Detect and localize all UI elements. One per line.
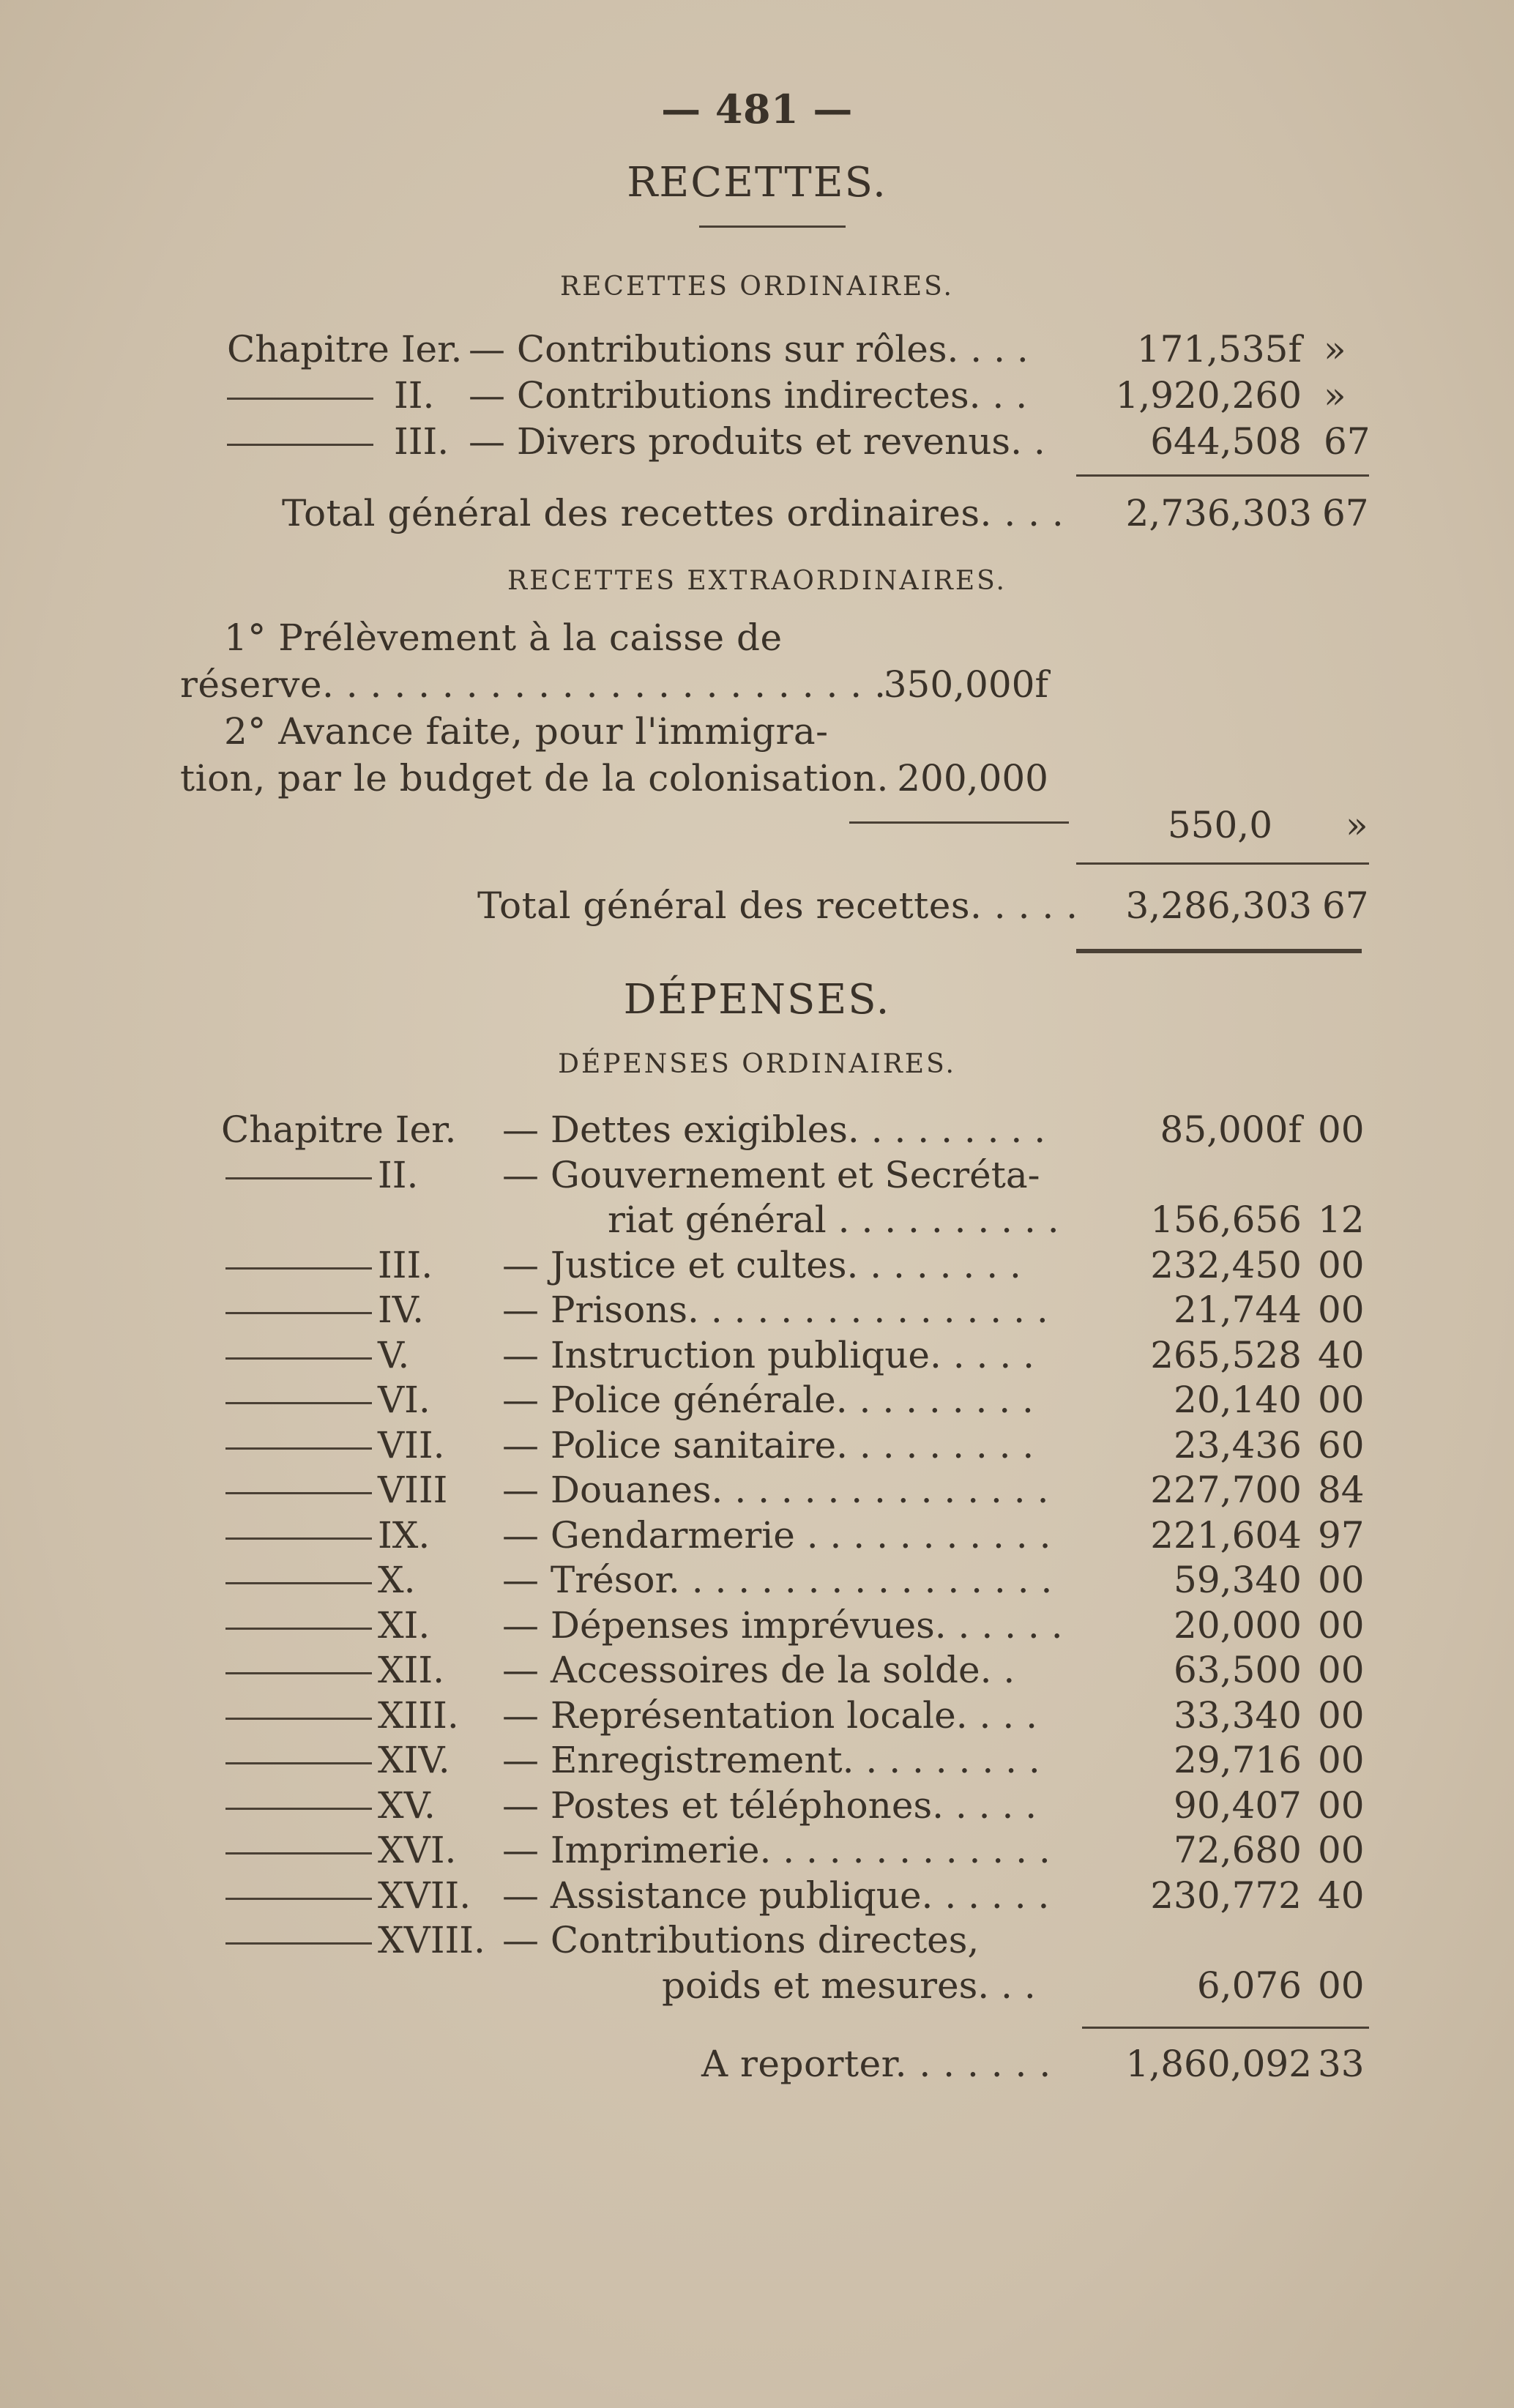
ditto-dash: [225, 1177, 372, 1179]
ditto-dash: [225, 1808, 372, 1810]
depenses-row-cents: 00: [1318, 1244, 1365, 1286]
recettes-title: RECETTES.: [627, 159, 887, 206]
depenses-row-prefix: IX.: [378, 1514, 430, 1557]
depenses-row-label: — Police sanitaire. . . . . . . . .: [502, 1424, 1034, 1466]
depenses-row-cents: 00: [1318, 1784, 1365, 1827]
report-amount: 1,860,092: [1125, 2043, 1312, 2085]
depenses-row-cents: 60: [1318, 1424, 1365, 1466]
extra-2-line2: tion, par le budget de la colonisation.: [180, 757, 889, 799]
ditto-dash: [225, 1492, 372, 1494]
depenses-row-amount: 232,450: [1150, 1244, 1302, 1286]
extra-rule: [849, 821, 1069, 824]
depenses-row-label-continued: poids et mesures. . .: [662, 1964, 1036, 2007]
ditto-dash: [225, 1898, 372, 1900]
total-double-rule: [1076, 949, 1362, 953]
recettes-row-cents: »: [1324, 374, 1346, 417]
depenses-row-amount: 20,140: [1174, 1379, 1302, 1421]
extra-1-amount: 350,000f: [883, 663, 1048, 706]
recettes-row-prefix: Chapitre Ier.: [227, 328, 463, 370]
ditto-dash: [225, 1312, 372, 1314]
ditto-dash: [225, 1942, 372, 1945]
depenses-row-cents: 40: [1318, 1334, 1365, 1376]
depenses-row-prefix: IV.: [378, 1289, 425, 1331]
ditto-dash: [225, 1672, 372, 1674]
depenses-row-label: — Accessoires de la solde. .: [502, 1649, 1015, 1691]
title-rule: [699, 225, 846, 228]
depenses-row-label: — Représentation locale. . . .: [502, 1694, 1038, 1737]
depenses-row-amount: 221,604: [1150, 1514, 1302, 1557]
recettes-row-label: — Contributions indirectes. . .: [469, 374, 1028, 417]
depenses-row-label: — Dettes exigibles. . . . . . . . .: [502, 1108, 1046, 1151]
depenses-row-label: — Douanes. . . . . . . . . . . . . . .: [502, 1469, 1049, 1511]
depenses-row-prefix: XIV.: [378, 1739, 450, 1781]
depenses-row-amount: 23,436: [1174, 1424, 1302, 1466]
depenses-row-label-continued: riat général . . . . . . . . . .: [608, 1199, 1059, 1241]
depenses-row-amount: 33,340: [1174, 1694, 1302, 1737]
total-ordinaires-amount: 2,736,303: [1125, 492, 1312, 534]
depenses-row-label: — Gendarmerie . . . . . . . . . . .: [502, 1514, 1051, 1557]
depenses-row-prefix: Chapitre Ier.: [221, 1108, 457, 1151]
depenses-title: DÉPENSES.: [623, 976, 891, 1024]
depenses-row-cents: 00: [1318, 1289, 1365, 1331]
depenses-row-cents: 84: [1318, 1469, 1365, 1511]
depenses-row-label: — Imprimerie. . . . . . . . . . . . .: [502, 1829, 1051, 1871]
depenses-row-label: — Contributions directes,: [502, 1919, 980, 1961]
recettes-row-prefix: III.: [394, 420, 450, 463]
ditto-dash: [225, 1852, 372, 1855]
depenses-row-prefix: X.: [378, 1559, 416, 1601]
recettes-row-cents: 67: [1324, 420, 1371, 463]
recettes-row-amount: 171,535f: [1136, 328, 1302, 370]
ditto-dash: [225, 1447, 372, 1450]
depenses-row-cents: 00: [1318, 1604, 1365, 1647]
depenses-row-prefix: XV.: [378, 1784, 436, 1827]
depenses-row-amount: 85,000f: [1160, 1108, 1302, 1151]
depenses-row-cents: 00: [1318, 1829, 1365, 1871]
depenses-row-amount: 59,340: [1174, 1559, 1302, 1601]
depenses-row-prefix: VII.: [378, 1424, 445, 1466]
depenses-row-amount: 230,772: [1150, 1874, 1302, 1917]
recettes-row-label: — Divers produits et revenus. .: [469, 420, 1045, 463]
total-general-cents: 67: [1322, 884, 1369, 927]
depenses-row-prefix: XVIII.: [378, 1919, 485, 1961]
extra-1-line2: réserve. . . . . . . . . . . . . . . . . . . . . . . .: [180, 663, 887, 706]
recettes-extraordinaires-heading: RECETTES EXTRAORDINAIRES.: [507, 566, 1007, 596]
depenses-row-label: — Dépenses imprévues. . . . . .: [502, 1604, 1063, 1647]
depenses-row-amount: 156,656: [1150, 1199, 1302, 1241]
depenses-row-prefix: XII.: [378, 1649, 444, 1691]
depenses-row-cents: 00: [1318, 1964, 1365, 2007]
depenses-row-amount: 6,076: [1196, 1964, 1302, 2007]
depenses-row-amount: 227,700: [1150, 1469, 1302, 1511]
total-rule: [1076, 862, 1369, 865]
depenses-row-cents: 00: [1318, 1694, 1365, 1737]
recettes-row-amount: 644,508: [1150, 420, 1302, 463]
depenses-row-label: — Prisons. . . . . . . . . . . . . . . .: [502, 1289, 1048, 1331]
ditto-dash: [227, 444, 373, 446]
depenses-row-amount: 265,528: [1150, 1334, 1302, 1376]
depenses-row-label: — Enregistrement. . . . . . . . .: [502, 1739, 1040, 1781]
depenses-row-cents: 97: [1318, 1514, 1365, 1557]
ditto-dash: [225, 1582, 372, 1584]
recettes-row-prefix: II.: [394, 374, 435, 417]
depenses-row-label: — Instruction publique. . . . .: [502, 1334, 1035, 1376]
ditto-dash: [225, 1762, 372, 1764]
extra-2-line1: 2° Avance faite, pour l'immigra-: [224, 710, 829, 753]
ditto-dash: [225, 1537, 372, 1540]
depenses-row-prefix: XIII.: [378, 1694, 459, 1737]
page-number: — 481 —: [661, 86, 853, 133]
recettes-ordinaires-heading: RECETTES ORDINAIRES.: [560, 272, 954, 302]
depenses-row-cents: 00: [1318, 1108, 1365, 1151]
depenses-row-cents: 12: [1318, 1199, 1365, 1241]
extra-2-amount: 200,000: [897, 757, 1048, 799]
depenses-row-label: — Assistance publique. . . . . .: [502, 1874, 1050, 1917]
depenses-row-prefix: XVII.: [378, 1874, 471, 1917]
recettes-row-amount: 1,920,260: [1115, 374, 1302, 417]
ditto-dash: [225, 1267, 372, 1270]
depenses-row-amount: 21,744: [1174, 1289, 1302, 1331]
depenses-row-prefix: V.: [378, 1334, 410, 1376]
depenses-row-prefix: XI.: [378, 1604, 430, 1647]
depenses-row-cents: 00: [1318, 1559, 1365, 1601]
depenses-row-amount: 20,000: [1174, 1604, 1302, 1647]
subtotal-rule: [1076, 474, 1369, 477]
extra-1-line1: 1° Prélèvement à la caisse de: [224, 616, 783, 659]
depenses-row-label: — Police générale. . . . . . . . .: [502, 1379, 1034, 1421]
depenses-row-prefix: XVI.: [378, 1829, 457, 1871]
depenses-row-amount: 90,407: [1174, 1784, 1302, 1827]
extra-total-amount: 550,0: [1167, 804, 1272, 846]
depenses-row-cents: 00: [1318, 1739, 1365, 1781]
depenses-row-label: — Gouvernement et Secréta-: [502, 1154, 1040, 1196]
ditto-dash: [225, 1402, 372, 1404]
depenses-row-cents: 00: [1318, 1649, 1365, 1691]
depenses-row-label: — Trésor. . . . . . . . . . . . . . . . .: [502, 1559, 1053, 1601]
report-rule: [1082, 2027, 1369, 2029]
depenses-row-amount: 72,680: [1174, 1829, 1302, 1871]
depenses-row-prefix: III.: [378, 1244, 433, 1286]
ditto-dash: [225, 1628, 372, 1630]
depenses-row-prefix: VI.: [378, 1379, 430, 1421]
depenses-ordinaires-heading: DÉPENSES ORDINAIRES.: [558, 1049, 956, 1079]
depenses-row-label: — Justice et cultes. . . . . . . .: [502, 1244, 1021, 1286]
total-general-label: Total général des recettes. . . . .: [477, 884, 1078, 927]
ditto-dash: [225, 1357, 372, 1360]
recettes-row-cents: »: [1324, 328, 1346, 370]
recettes-row-label: — Contributions sur rôles. . . .: [469, 328, 1029, 370]
depenses-row-label: — Postes et téléphones. . . . .: [502, 1784, 1037, 1827]
depenses-row-amount: 63,500: [1174, 1649, 1302, 1691]
total-ordinaires-cents: 67: [1322, 492, 1369, 534]
depenses-row-amount: 29,716: [1174, 1739, 1302, 1781]
total-general-amount: 3,286,303: [1125, 884, 1312, 927]
depenses-row-prefix: II.: [378, 1154, 419, 1196]
total-ordinaires-label: Total général des recettes ordinaires. . . .: [282, 492, 1064, 534]
depenses-row-cents: 40: [1318, 1874, 1365, 1917]
ditto-dash: [227, 398, 373, 400]
extra-total-cents: »: [1346, 804, 1368, 846]
depenses-row-cents: 00: [1318, 1379, 1365, 1421]
ditto-dash: [225, 1718, 372, 1720]
report-cents: 33: [1318, 2043, 1365, 2085]
report-label: A reporter. . . . . . .: [701, 2043, 1051, 2085]
depenses-row-prefix: VIII: [378, 1469, 448, 1511]
